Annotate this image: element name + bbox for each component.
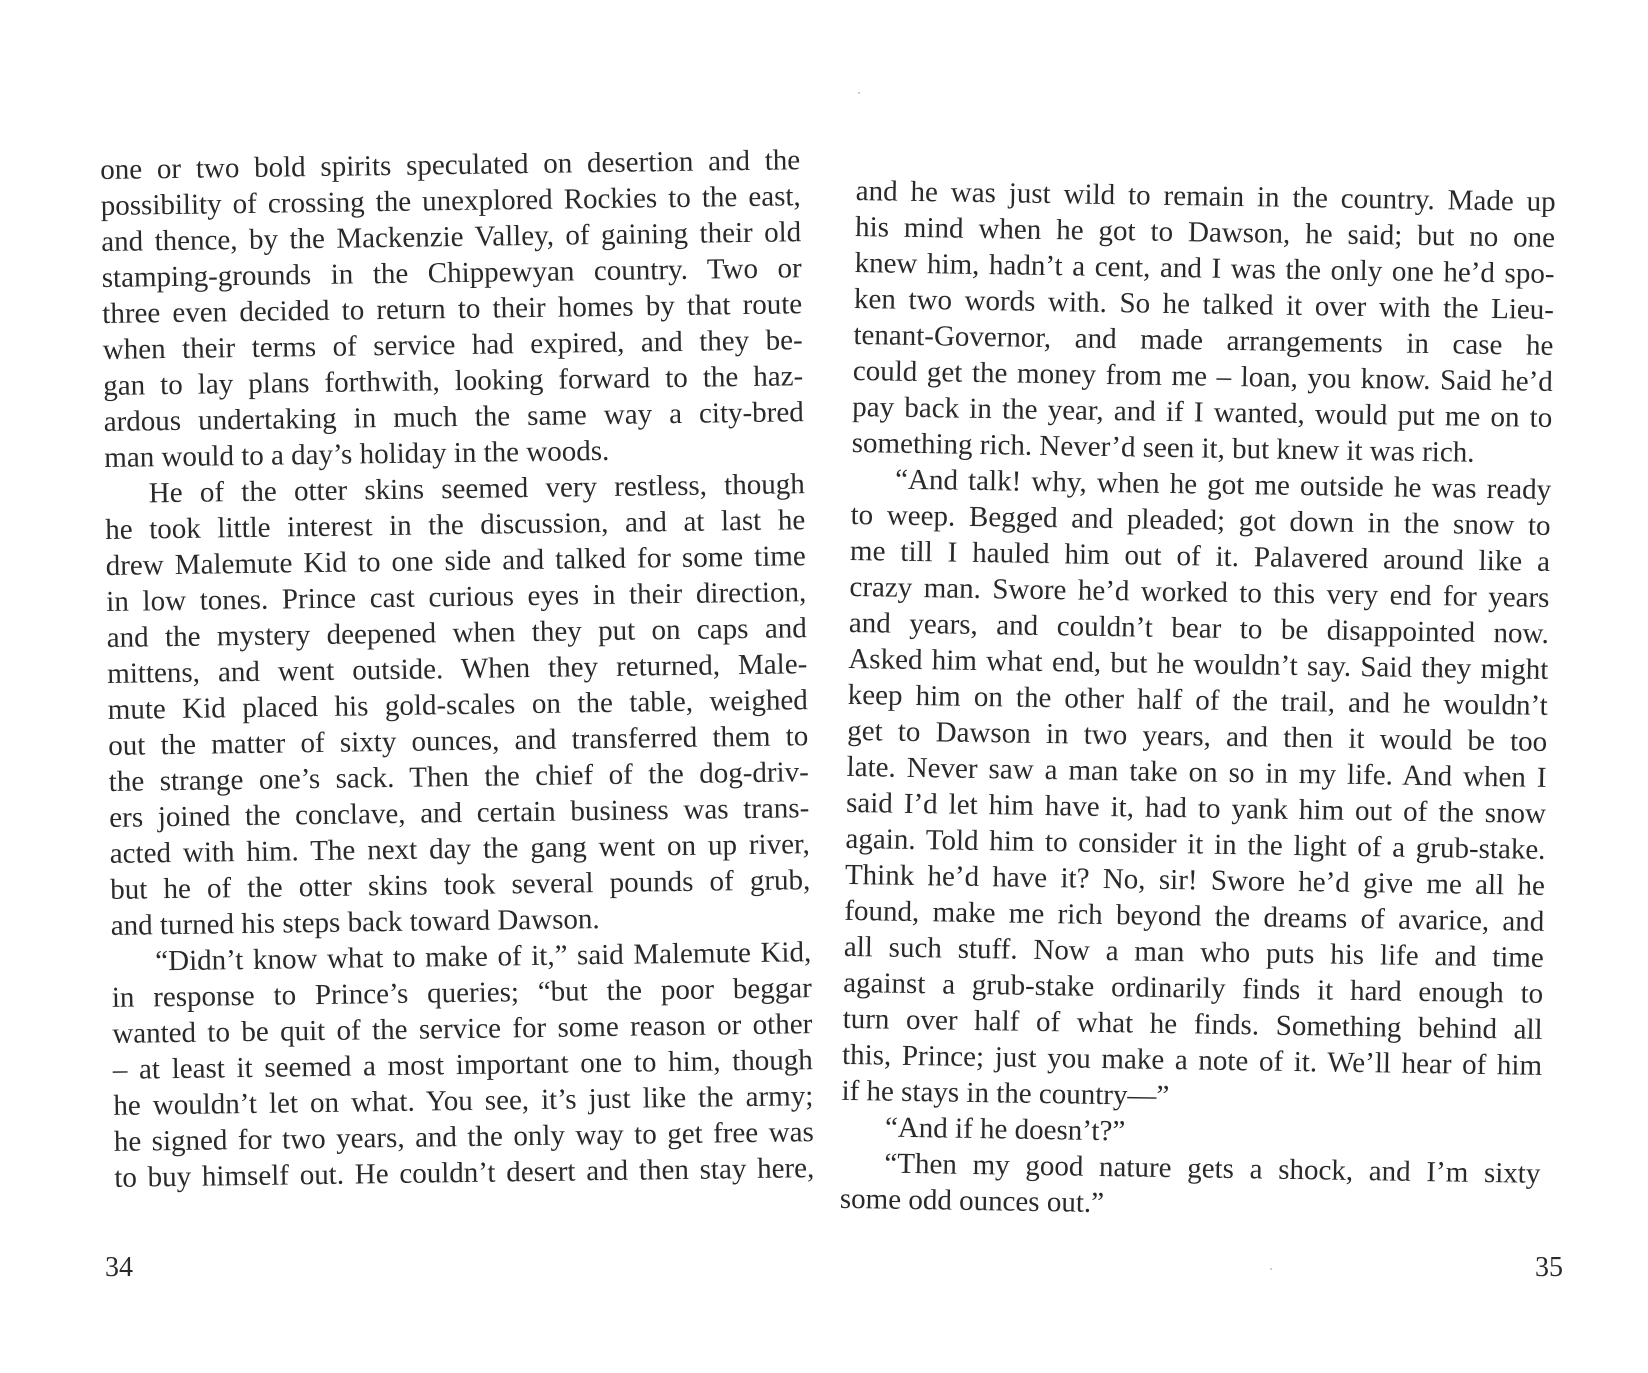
text-line: against a grub-stake ordinarily finds it hard enough to <box>843 966 1544 1010</box>
text-line: this, Prince; just you make a note of it. We’ll hear of him <box>841 1038 1543 1082</box>
text-line: and he was just wild to remain in the country. Made up <box>855 174 1556 218</box>
text-line: ers joined the conclave, and certain business was trans- <box>109 792 810 834</box>
left-page-text <box>100 142 815 1196</box>
text-line: – at least it seemed a most important one to him, though <box>112 1044 813 1086</box>
text-line: one or two bold spirits speculated on desertion and the <box>100 144 801 186</box>
text-line: ken two words with. So he talked it over with the Lieu- <box>853 282 1555 326</box>
text-line: he wouldn’t let on what. You see, it’s just like the army; <box>113 1080 814 1122</box>
text-line: he took little interest in the discussion, and at last he <box>105 504 806 546</box>
text-line: late. Never saw a man take on so in my life. And when I <box>846 750 1547 794</box>
text-line: he signed for two years, and the only way to get free was <box>113 1116 814 1158</box>
text-line: keep him on the other half of the trail, and he wouldn’t <box>847 678 1548 722</box>
text-line: again. Told him to consider it in the light of a grub-stake. <box>845 822 1546 866</box>
text-line: knew him, hadn’t a cent, and I was the only one he’d spo- <box>854 246 1555 290</box>
left-page-number: 34 <box>105 1252 133 1283</box>
text-line: in response to Prince’s queries; “but the poor beggar <box>111 972 812 1014</box>
text-line: “Then my good nature gets a shock, and I’m sixty <box>884 1147 1541 1190</box>
text-line: ardous undertaking in much the same way a city-bred <box>103 396 804 438</box>
text-line: Asked him what end, but he wouldn’t say. Said they might <box>848 642 1549 686</box>
text-line: the strange one’s sack. Then the chief of the dog-driv- <box>108 756 809 798</box>
text-line: if he stays in the country—” <box>841 1074 1170 1113</box>
text-line: to weep. Begged and pleaded; got down in the snow to <box>850 498 1551 542</box>
text-line: and the mystery deepened when they put on caps and <box>106 612 807 654</box>
right-page <box>824 0 1648 1373</box>
text-line: possibility of crossing the unexplored Rockies to the east, <box>100 180 801 222</box>
text-line: found, make me rich beyond the dreams of avarice, and <box>844 894 1545 938</box>
text-line: He of the otter skins seemed very restless, though <box>148 468 805 510</box>
text-line: to buy himself out. He couldn’t desert and then stay here, <box>114 1152 815 1194</box>
right-page-number: 35 <box>1535 1252 1563 1283</box>
text-line: all such stuff. Now a man who puts his life and time <box>843 930 1545 974</box>
text-line: in low tones. Prince cast curious eyes in their direction, <box>106 576 807 618</box>
text-line: stamping-grounds in the Chippewyan country. Two or <box>101 252 802 294</box>
text-line: three even decided to return to their homes by that route <box>102 288 803 330</box>
text-line: and thence, by the Mackenzie Valley, of gaining their old <box>101 216 802 258</box>
text-line: and turned his steps back toward Dawson. <box>110 903 600 942</box>
text-line: and years, and couldn’t bear to be disappointed now. <box>848 606 1550 650</box>
text-line: gan to lay plans forthwith, looking forward to the haz- <box>103 360 804 402</box>
text-line: “Didn’t know what to make of it,” said Malemute Kid, <box>155 936 812 978</box>
text-line: me till I hauled him out of it. Palavered around like a <box>849 534 1551 578</box>
text-line: when their terms of service had expired, and they be- <box>102 324 803 366</box>
text-line: acted with him. The next day the gang went on up river, <box>109 828 810 870</box>
text-line: mute Kid placed his gold-scales on the table, weighed <box>107 684 808 726</box>
text-line: some odd ounces out.” <box>839 1182 1105 1220</box>
text-line: wanted to be quit of the service for some reason or other <box>112 1008 813 1050</box>
text-line: his mind when he got to Dawson, he said; but no one <box>854 210 1556 254</box>
right-page-text <box>840 173 1556 1228</box>
text-line: pay back in the year, and if I wanted, would put me on to <box>852 390 1553 434</box>
text-line: “And talk! why, when he got me outside he was ready <box>894 463 1552 506</box>
text-line: could get the money from me – loan, you know. Said he’d <box>852 354 1554 398</box>
text-line: mittens, and went outside. When they returned, Male- <box>107 648 808 690</box>
text-line: said I’d let him have it, had to yank him out of the snow <box>845 786 1547 830</box>
paper-speck <box>1270 1268 1272 1270</box>
text-line: drew Malemute Kid to one side and talked for some time <box>105 540 806 582</box>
text-line: something rich. Never’d seen it, but knew it was rich. <box>851 426 1475 469</box>
text-line: “And if he doesn’t?” <box>884 1111 1126 1148</box>
text-line: turn over half of what he finds. Something behind all <box>842 1002 1543 1046</box>
paper-speck <box>858 92 860 94</box>
text-line: Think he’d have it? No, sir! Swore he’d give me all he <box>844 858 1546 902</box>
text-line: but he of the otter skins took several pounds of grub, <box>110 864 811 906</box>
text-line: crazy man. Swore he’d worked to this very end for years <box>849 570 1550 614</box>
text-line: tenant-Governor, and made arrangements in case he <box>853 318 1554 362</box>
text-line: get to Dawson in two years, and then it would be too <box>846 714 1548 758</box>
text-line: man would to a day’s holiday in the woods. <box>104 434 610 474</box>
text-line: out the matter of sixty ounces, and transferred them to <box>108 720 809 762</box>
